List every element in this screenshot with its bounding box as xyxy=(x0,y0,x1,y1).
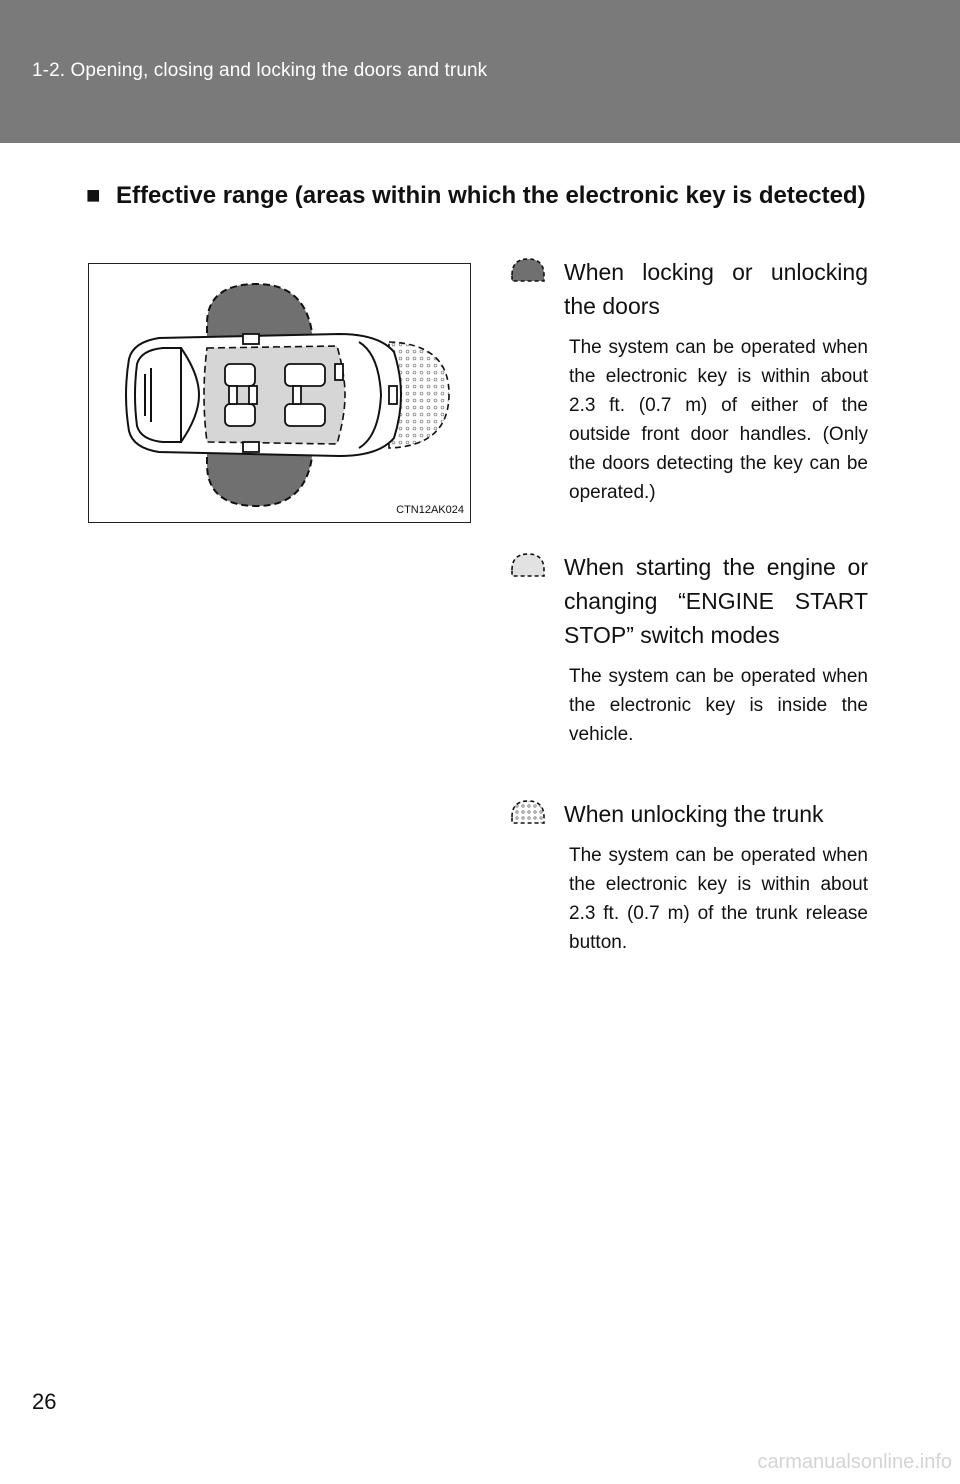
heading-text: Effective range (areas within which the electronic key is detected) xyxy=(116,182,866,209)
section-heading xyxy=(86,177,866,214)
page-number: 26 xyxy=(32,1389,57,1414)
legend-title: When starting the engine or changing “ENGINE START STOP” switch modes xyxy=(564,554,868,648)
heading-bullet: ■ xyxy=(86,182,101,209)
page-header xyxy=(0,0,960,143)
legend-item-door-lock xyxy=(508,255,868,507)
legend-item-trunk-unlock xyxy=(508,797,868,957)
dark-dashed-zone-icon xyxy=(508,255,548,285)
key-range-figure xyxy=(88,263,471,523)
dotted-zone-icon xyxy=(508,797,548,827)
legend-item-engine-start xyxy=(508,550,868,749)
section-title: 1-2. Opening, closing and locking the doors and trunk xyxy=(32,60,488,81)
light-dashed-zone-icon xyxy=(508,550,548,580)
legend-description: The system can be operated when the electronic key is inside the vehicle. xyxy=(569,666,868,745)
cabin-detection-zone xyxy=(204,346,345,444)
legend-title: When unlocking the trunk xyxy=(564,801,824,827)
watermark: carmanualsonline.info xyxy=(757,1451,952,1473)
legend-description: The system can be operated when the electronic key is within about 2.3 ft. (0.7 m) of either of the outside front door handles. (Only the doors detecting the key can be operated.) xyxy=(569,337,868,503)
figure-code: CTN12AK024 xyxy=(396,504,464,516)
legend-title: When locking or unlocking the doors xyxy=(564,259,868,319)
car-top-view-illustration xyxy=(89,264,472,524)
legend-description: The system can be operated when the electronic key is within about 2.3 ft. (0.7 m) of the trunk release button. xyxy=(569,845,868,953)
